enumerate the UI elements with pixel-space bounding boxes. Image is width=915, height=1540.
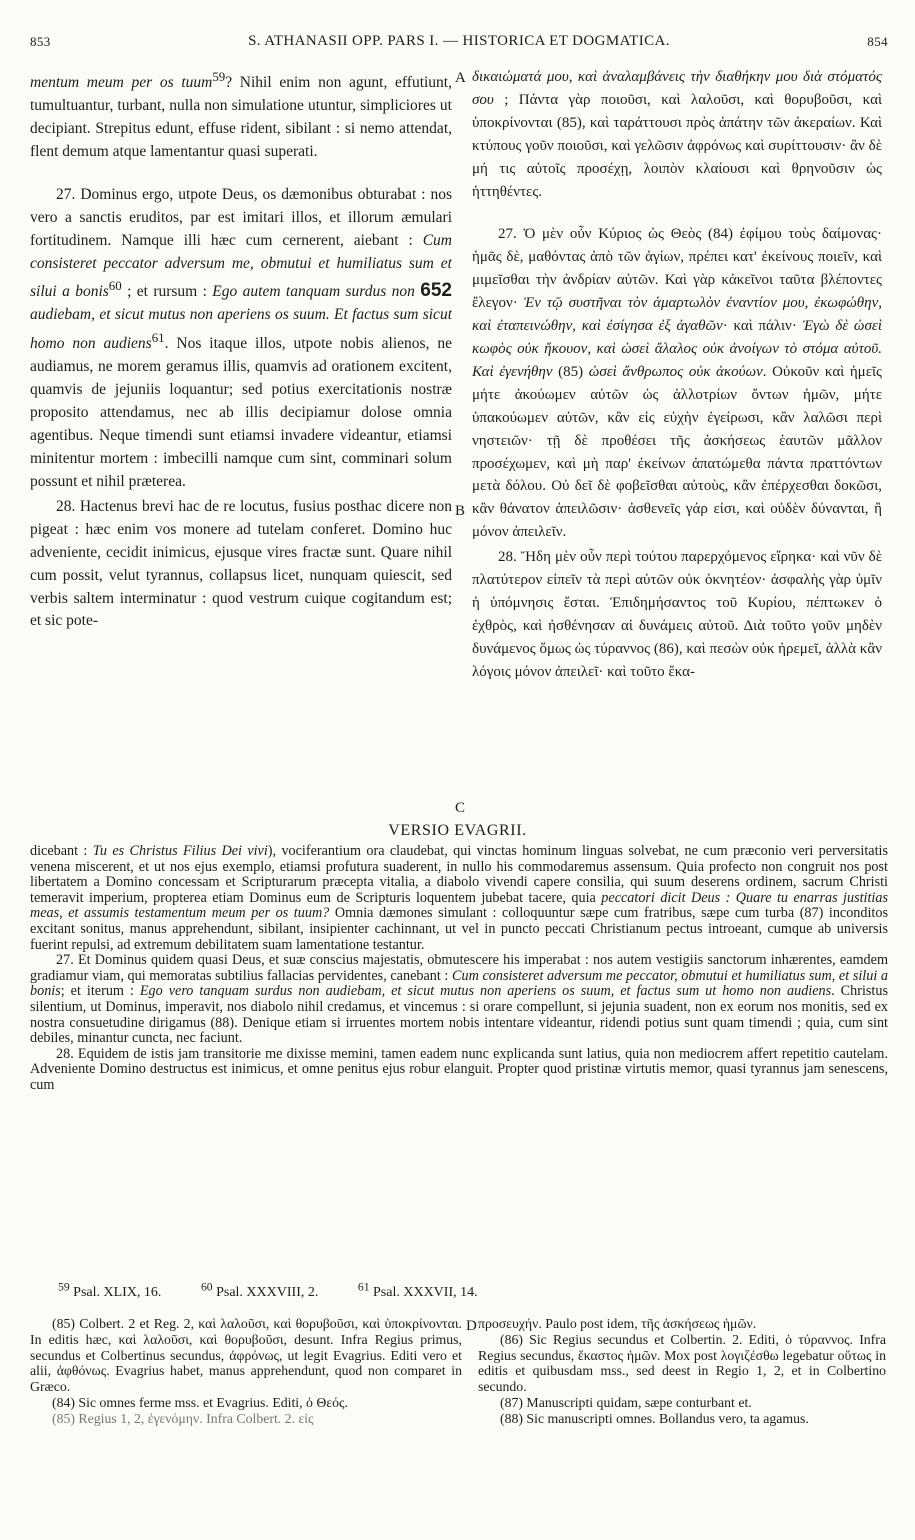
- greek-scripture-quote: δικαιώματά μου, καὶ ἀναλαμβάνεις τὴν διαθήκην μου διὰ στόματός σου: [472, 69, 882, 108]
- greek-column: [472, 66, 882, 824]
- footnote: (85) Colbert. 2 et Reg. 2, καὶ λαλοῦσι, καὶ θορυβοῦσι, καὶ ὑποκρίνονται. In editis hæc, καὶ λαλοῦσι, καὶ θορυβοῦσι, desunt. Infra Regius primus, secundus et Colbertinus secundus, ἀφρόνως, ut legit Evagrius. Editi vero et alii, ἀφθόνως. Evagrius habet, manus apprehendunt, quod non comparet in Græco.: [30, 1316, 462, 1395]
- bible-ref-text: Psal. XXXVII, 14.: [373, 1284, 478, 1300]
- footnote: (88) Sic manuscripti omnes. Bollandus vero, ta agamus.: [500, 1410, 809, 1426]
- latin-scripture-quote: audiebam, et sicut mutus non aperiens os suum. Et factus sum sicut homo non audiens: [30, 306, 452, 353]
- bible-ref-number: 60: [200, 1280, 213, 1293]
- running-header: [30, 30, 888, 54]
- versio-quote: Ego vero tanquam surdus non audiebam, et sicut mutus non aperiens os suum, et factus sum ut homo non audiens: [139, 983, 832, 1000]
- footnote: (84) Sic omnes ferme mss. et Evagrius. Editi, ὁ Θεός.: [52, 1394, 348, 1410]
- latin-text: ; et rursum :: [121, 283, 213, 301]
- footnote: (85) Regius 1, 2, ἐγενόμην. Infra Colbert. 2. εἰς: [52, 1410, 314, 1426]
- greek-text: · καὶ πάλιν·: [722, 318, 803, 335]
- latin-text: 27. Dominus ergo, utpote Deus, os dæmonibus obturabat : nos vero a sanctis eruditos, par est imitari illos, et illorum æmulari fortitudinem. Namque illi hæc cum cernerent, aiebant :: [30, 185, 452, 249]
- versio-quote: peccatori dicit Deus : Quare tu enarras justitias meas, et assumis testamentum meum per os tuum?: [30, 889, 888, 922]
- running-title: S. ATHANASII OPP. PARS I. — HISTORICA ET DOGMATICA.: [248, 33, 670, 49]
- footnote: (87) Manuscripti quidam, sæpe conturbant et.: [500, 1394, 752, 1410]
- latin-paragraph-28: 28. Hactenus brevi hac de re locutus, fusius posthac dicere non pigeat : hæc enim vos monere ad tutelam conferet. Domino huc adveniente, cecidit inimicus, ejusque vires fractæ sunt. Quare nihil cum possit, velut tyrannus, collapsus licet, nunquam quiescit, sed verbis saltem interminatur : quod vestrum cuique cogitandum est; et sic pote-: [30, 497, 452, 630]
- versio-paragraph-27: [30, 953, 888, 1047]
- latin-text: . Nos itaque illos, utpote nobis alienos, ne audiamus, ne morem geramus illis, quamvis ad orationem excitent, quamvis de jejuniis loquantur; sed potius exercitationis nostræ proposito attendamus, nec ab illis decipiamur dolose omnia agentibus. Neque timendi sunt etiamsi invadere videantur, etiamsi minitentur mortem : imbecilli namque cum sint, comminari solum possunt et nihil prætereа.: [30, 335, 452, 490]
- versio-paragraph-28: 28. Equidem de istis jam transitorie me dixisse memini, tamen eadem nunc explicanda sunt latius, quia non mediocrem affert repetitio cautelam. Adveniente Domino destructus est inimicus, et omne penitus ejus robur elanguit. Propter quod pristinæ virtutis memor, quasi tyrannus jam senescens, cum: [30, 1045, 888, 1093]
- versio-quote: Tu es Christus Filius Dei vivi: [92, 844, 268, 859]
- latin-scripture-quote: mentum meum per os tuum: [30, 74, 213, 92]
- bible-ref: [58, 1280, 179, 1300]
- versio-evagrii-text: [30, 844, 888, 1260]
- versio-quote: Cum consisteret adversum me peccator, obmutui et humiliatus sum, et silui a bonis: [30, 967, 888, 1000]
- versio-text: ; et iterum :: [60, 983, 140, 1000]
- latin-text: ? Nihil enim non agunt, effutiunt, tumultuantur, turbant, nulla non simulatione utuntur, simpliciores ut decipiant. Strepitus edunt, effuse rident, sibilant : si nemo attendat, flent demum atque lamentantur quasi superati.: [30, 74, 452, 160]
- latin-scripture-quote: Cum consisteret peccator adversum me, obmutui et humiliatus sum et silui a bonis: [30, 231, 452, 301]
- greek-paragraph-28: 28. Ἤδη μὲν οὖν περὶ τούτου παρερχόμενος εἴρηκα· καὶ νῦν δὲ πλατύτερον εἰπεῖν τὰ περὶ αὐτῶν οὐκ ὀκνητέον· ἀσφαλὴς γὰρ ὑμῖν ἡ ὑπόμνησις ἔσται. Ἐπιδημήσαντος τοῦ Κυρίου, πέπτωκεν ὁ ἐχθρὸς, καὶ ἠσθένησαν αἱ δυνάμεις αὐτοῦ. Διὰ τοῦτο γοῦν μηδὲν δυνάμενος ὅμως ὡς τύραννος (86), καὶ πεσὼν οὐκ ἠρεμεῖ, ἀλλὰ κἂν λόγοις μόνον ἀπειλεῖ· καὶ τοῦτο ἕκα-: [472, 549, 882, 680]
- margin-marker-d: D: [466, 1318, 477, 1334]
- page-number-right: 854: [867, 34, 888, 49]
- versio-text: Omnia dæmones simulant : colloquuntur sæpe cum fratribus, sæpe cum turba (87) inconditos excitant sonitus, manus apprehendunt, sibilant, insipienter cachinnant, ut vel in puncto peccati Christianum pectus introeant, cumque ab universis fuerint repulsi, ad extremum debilitatem suam lamentatione testantur.: [30, 905, 888, 953]
- versio-title: VERSIO EVAGRII.: [388, 822, 527, 839]
- greek-scripture-quote: Ἐν τῷ συστῆναι τὸν ἁμαρτωλὸν ἐναντίον μου, ἐκωφώθην, καὶ ἐταπεινώθην, καὶ ἐσίγησα ἐξ ἀγαθῶν: [472, 295, 882, 335]
- greek-scripture-quote: ὡσεὶ ἄνθρωπος οὐκ ἀκούων: [588, 363, 763, 380]
- page-number-left: 853: [30, 34, 51, 49]
- greek-scripture-quote: Ἐγὼ δὲ ὡσεὶ κωφὸς οὐκ ἤκουον, καὶ ὡσεὶ ἄλαλος οὐκ ἀνοίγων τὸ στόμα αὐτοῦ. Καὶ ἐγενήθην: [472, 318, 882, 380]
- bible-ref-text: Psal. XLIX, 16.: [73, 1284, 162, 1300]
- versio-text: . Christus silentium, ut Dominus, imperavit, nos diabolo nihil credamus, et vincemus : si orare compellunt, si jejunia suadent, non ex eorum nos monitis, sed ex nostra consuetudine dirigamus (88). Denique etiam si irruentes mortem nobis intentare videantur, ridendi potius sunt quam timendi ; quia, cum sint debiles, minantur cuncta, nec faciunt.: [30, 983, 888, 1047]
- bible-ref-number: 59: [58, 1280, 70, 1293]
- latin-paragraph-1: [30, 66, 452, 164]
- greek-paragraph-1: [472, 66, 882, 203]
- margin-marker-c: C: [455, 800, 466, 816]
- latin-paragraph-27: [30, 184, 452, 494]
- greek-paragraph-27: [472, 223, 882, 544]
- greek-text: ; Πάντα γὰρ ποιοῦσι, καὶ λαλοῦσι, καὶ θορυβοῦσι, καὶ ὑποκρίνονται (85), καὶ ταράττουσι πρὸς ἀπάτην τῶν ἀκεραίων. Καὶ κτύπους γοῦν ποιοῦσι, καὶ γελῶσιν ἀφρόνως καὶ συρίττουσιν· ἂν δὲ μή τις αὐτοῖς προσέχῃ, λοιπὸν κλαίουσι καὶ θρηνοῦσιν ὡς ἡττηθέντες.: [472, 91, 882, 200]
- latin-scripture-quote: Ego autem tanquam surdus non: [212, 283, 415, 301]
- margin-marker-b: B: [455, 503, 466, 519]
- footnote-ref: 59: [212, 69, 226, 84]
- versio-paragraph-1: [30, 844, 888, 953]
- greek-text: . Οὐκοῦν καὶ ἡμεῖς μήτε ἀκούωμεν αὐτῶν ὡς ἀλλοτρίων ὄντων ἡμῶν, μήτε ὑπακούωμεν αὐτῶν, κἂν εἰς εὐχὴν ἐγείρωσι, κἂν λαλῶσι περὶ νηστειῶν· τῇ δὲ προθέσει τῆς ἀσκήσεως ἑαυτῶν μᾶλλον προσέχωμεν, καὶ μὴ παρ' ἐκείνων ἀπατώμεθα πάντα πραττόντων μετὰ δόλου. Οὐ δεῖ δὲ φοβεῖσθαι αὐτοὺς, κἂν ἐπέρχεσθαι δοκῶσι, κἂν θάνατον ἀπειλῶσιν· ἀσθενεῖς γάρ εἰσι, καὶ οὐδὲν δύνανται, ἢ μόνον ἀπειλεῖν.: [472, 363, 882, 541]
- bible-ref: [357, 1280, 496, 1300]
- bible-ref-number: 61: [357, 1280, 370, 1293]
- versio-text: dicebant :: [30, 844, 93, 859]
- bible-references: [58, 1280, 758, 1301]
- greek-text: (85): [552, 363, 589, 380]
- bible-ref: [200, 1280, 336, 1300]
- bible-ref-text: Psal. XXXVIII, 2.: [216, 1284, 319, 1300]
- versio-text: 27. Et Dominus quidem quasi Deus, et suæ conscius majestatis, obmutescere his imperabat : nos autem vestigiis sanctorum inhærentes, eamdem gradiamur viam, qui memoratas subtilius fallacias pervidentes, canebant :: [30, 952, 888, 984]
- latin-column: [30, 66, 452, 824]
- column-number: 652: [420, 280, 452, 302]
- footnote: (86) Sic Regius secundus et Colbertin. 2. Editi, ὁ τύραννος. Infra Regius secundus, ἕκαστος ἡμῶν. Mox post λογιζέσθω legebatur οὕτως in editis et quibusdam mss., sed deest in Regio 1, 2, et in Colbertino secundo.: [478, 1331, 886, 1395]
- versio-text: ), vociferantium ora claudebat, qui vinctas hominum linguas solvebat, ne cum præconio veri perversitatis venena miscerent, et ut nos ejus exemplo, etiamsi profutura suaderent, in nullo his commodaremus assensum. Quia profecto non congruit nos post libertatem a Domino concessam et Scripturarum præcepta vitalia, a diabolo vivendi capere consilia, qui suum deserens ordinem, sacrum Christi temeravit imperium, propterea etiam Dominus eum de Scripturis loquentem jubebat tacere, quia: [30, 844, 888, 906]
- footnote: προσευχήν. Paulo post idem, τῆς ἀσκήσεως ἡμῶν.: [478, 1316, 757, 1331]
- footnotes-left: [30, 1316, 462, 1520]
- greek-text: 27. Ὁ μὲν οὖν Κύριος ὡς Θεὸς (84) ἐφίμου τοὺς δαίμονας· ἡμᾶς δὲ, μαθόντας ἀπὸ τῶν ἁγίων, πρέπει κατ' ἐκείνους ποιεῖν, καὶ μιμεῖσθαι τὴν ἀνδρίαν αὐτῶν. Καὶ γὰρ κἀκεῖνοι ταῦτα βλέποντες ἔλεγον·: [472, 226, 882, 312]
- footnote-ref: 60: [108, 278, 122, 294]
- margin-marker-a: A: [455, 70, 466, 86]
- footnotes-right: [478, 1316, 886, 1520]
- footnote-ref: 61: [151, 330, 165, 346]
